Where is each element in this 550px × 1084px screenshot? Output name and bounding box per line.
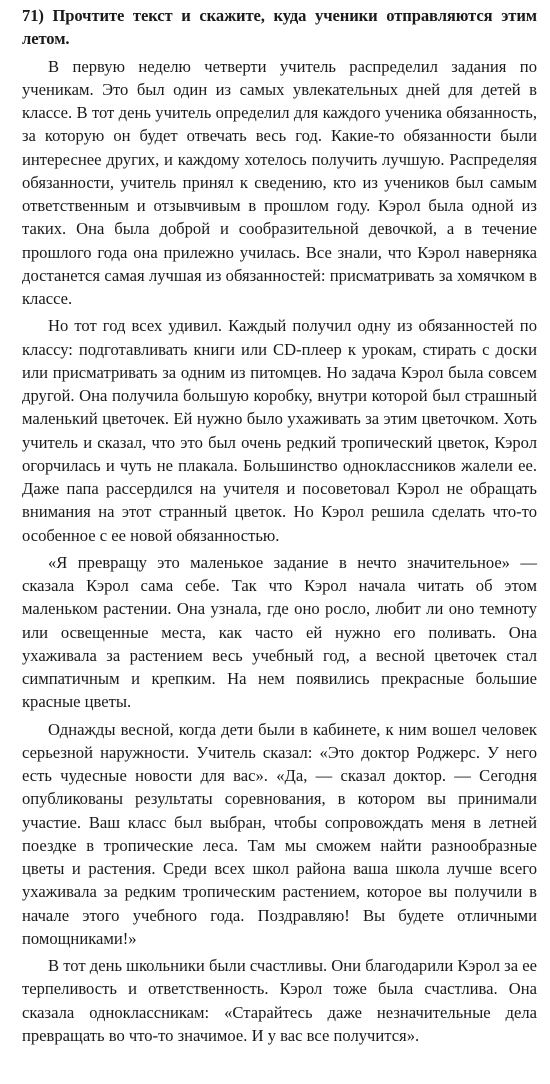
exercise-title: 71) Прочтите текст и скажите, куда ученики отправляются этим летом. (22, 6, 537, 49)
paragraph-4: Однажды весной, когда дети были в кабинете, к ним вошел человек серьезной наружности. Учитель сказал: «Это доктор Роджерс. У него есть чудесные новости для вас». «Да, — сказал доктор. — Сегодня опубликованы результаты соревнования, в котором вы принимали участие. Ваш класс был выбран, чтобы сопровождать меня в летней поездке в тропические леса. Там мы сможем найти разнообразные цветы и растения. Среди всех школ района ваша школа лучше всего ухаживала за редким тропическим растением, которое вы получили в начале этого учебного года. Поздравляю! Вы будете отличными помощниками!» (22, 719, 537, 948)
paragraph-2: Но тот год всех удивил. Каждый получил одну из обязанностей по классу: подготавливать книги или CD-плеер к урокам, стирать с доски или присматривать за одним из питомцев. Но задача Кэрол была совсем другой. Она получила большую коробку, внутри которой был страшный маленький цветочек. Ей нужно было ухаживать за этим цветочком. Хоть учитель и сказал, что это был очень редкий тропический цветок, Кэрол огорчилась и чуть не плакала. Большинство одноклассников жалели ее. Даже папа рассердился на учителя и посоветовал Кэрол не обращать внимания на этот странный цветок. Но Кэрол решила сделать что-то особенное с ее новой обязанностью. (22, 316, 537, 545)
paragraph-3: «Я превращу это маленькое задание в нечто значительное» — сказала Кэрол сама себе. Так что Кэрол начала читать об этом маленьком растении. Она узнала, где оно росло, любит ли оно темноту или освещенные места, как часто ей нужно его поливать. Она ухаживала за растением весь учебный год, а весной цветочек стал симпатичным и крепким. На нем появились прекрасные большие красные цветы. (22, 552, 537, 712)
paragraph-5: В тот день школьники были счастливы. Они благодарили Кэрол за ее терпеливость и ответственность. Кэрол тоже была счастлива. Она сказала одноклассникам: «Старайтесь даже незначительные дела превращать во что-то значимое. И у вас все получится». (22, 956, 537, 1045)
paragraph-1: В первую неделю четверти учитель распределил задания по ученикам. Это был один из самых увлекательных дней для детей в классе. В тот день учитель определил для каждого ученика обязанность, за которую он будет отвечать весь год. Какие-то обязанности были интереснее других, и каждому хотелось получить лучшую. Распределяя обязанности, учитель принял к сведению, кто из учеников был самым ответственным и отзывчивым в прошлом году. Кэрол была одной из таких. Она была доброй и сообразительной девочкой, а в течение прошлого года она прилежно училась. Все знали, что Кэрол наверняка достанется самая лучшая из обязанностей: присматривать за хомячком в классе. (22, 56, 537, 308)
